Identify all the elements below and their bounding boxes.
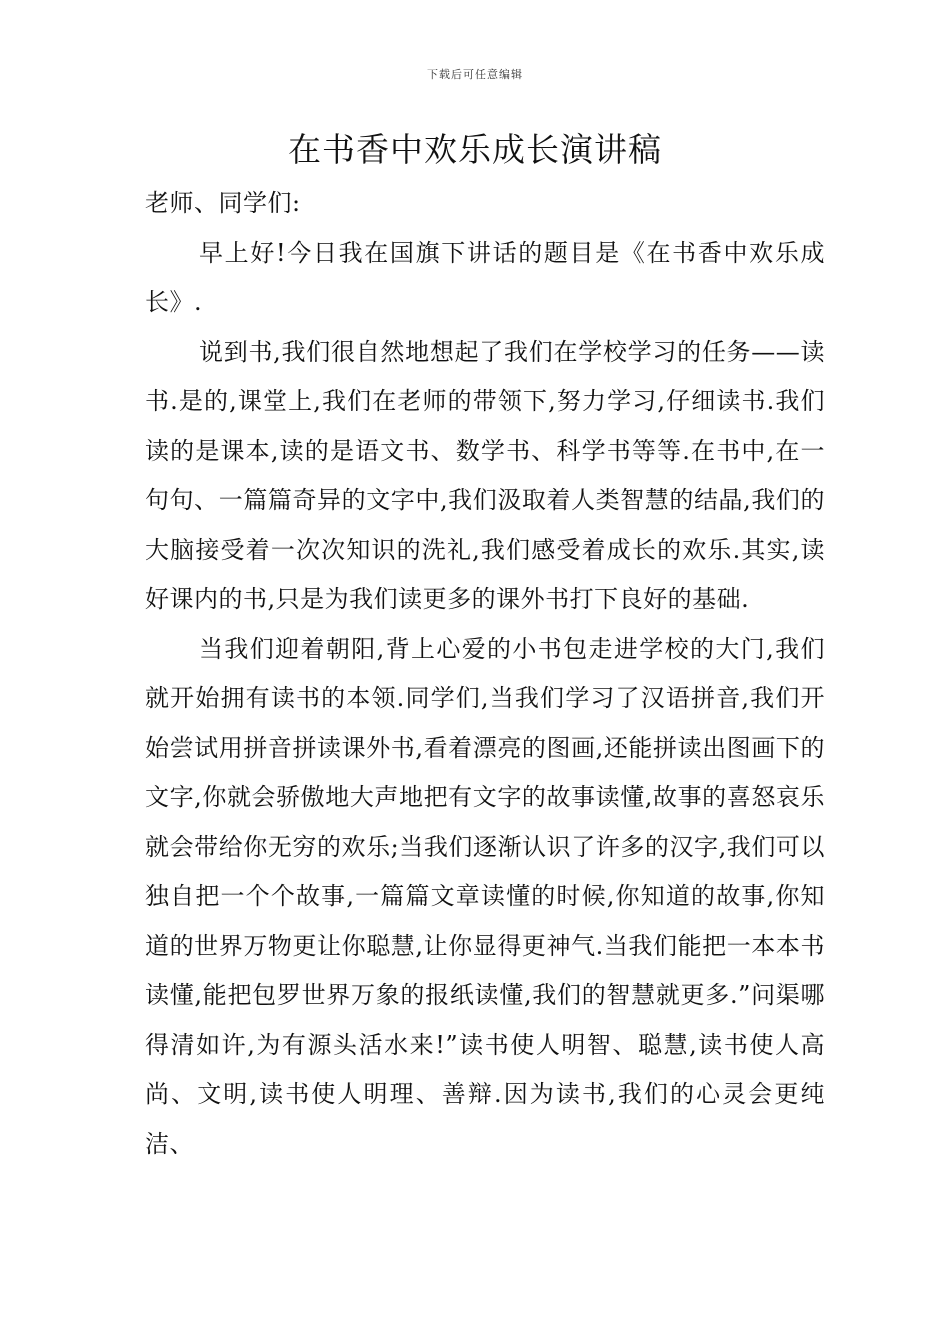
paragraph-greeting: 早上好!今日我在国旗下讲话的题目是《在书香中欢乐成长》. [145,238,825,316]
header-note: 下载后可任意编辑 [427,68,523,81]
salutation: 老师、同学们: [145,189,301,217]
document-title: 在书香中欢乐成长演讲稿 [288,130,662,169]
paragraph-reading-growth: 当我们迎着朝阳,背上心爱的小书包走进学校的大门,我们就开始拥有读书的本领.同学们,当我们学习了汉语拼音,我们开始尝试用拼音拼读课外书,看着漂亮的图画,还能拼读出图画下的文字,你就会骄傲地大声地把有文字的故事读懂,故事的喜怒哀乐就会带给你无穷的欢乐;当我们逐渐认识了许多的汉字,我们可以独自把一个个故事,一篇篇文章读懂的时候,你知道的故事,你知道的世界万物更让你聪慧,让你显得更神气.当我们能把一本本书读懂,能把包罗世界万象的报纸读懂,我们的智慧就更多.”问渠哪得清如许,为有源头活水来!”读书使人明智、聪慧,读书使人高尚、文明,读书使人明理、善辩.因为读书,我们的心灵会更纯洁、 [145,634,825,1158]
paragraph-reading-in-class: 说到书,我们很自然地想起了我们在学校学习的任务——读书.是的,课堂上,我们在老师的带领下,努力学习,仔细读书.我们读的是课本,读的是语文书、数学书、科学书等等.在书中,在一句句、一篇篇奇异的文字中,我们汲取着人类智慧的结晶,我们的大脑接受着一次次知识的洗礼,我们感受着成长的欢乐.其实,读好课内的书,只是为我们读更多的课外书打下良好的基础. [145,337,825,613]
document-body [145,179,825,1169]
